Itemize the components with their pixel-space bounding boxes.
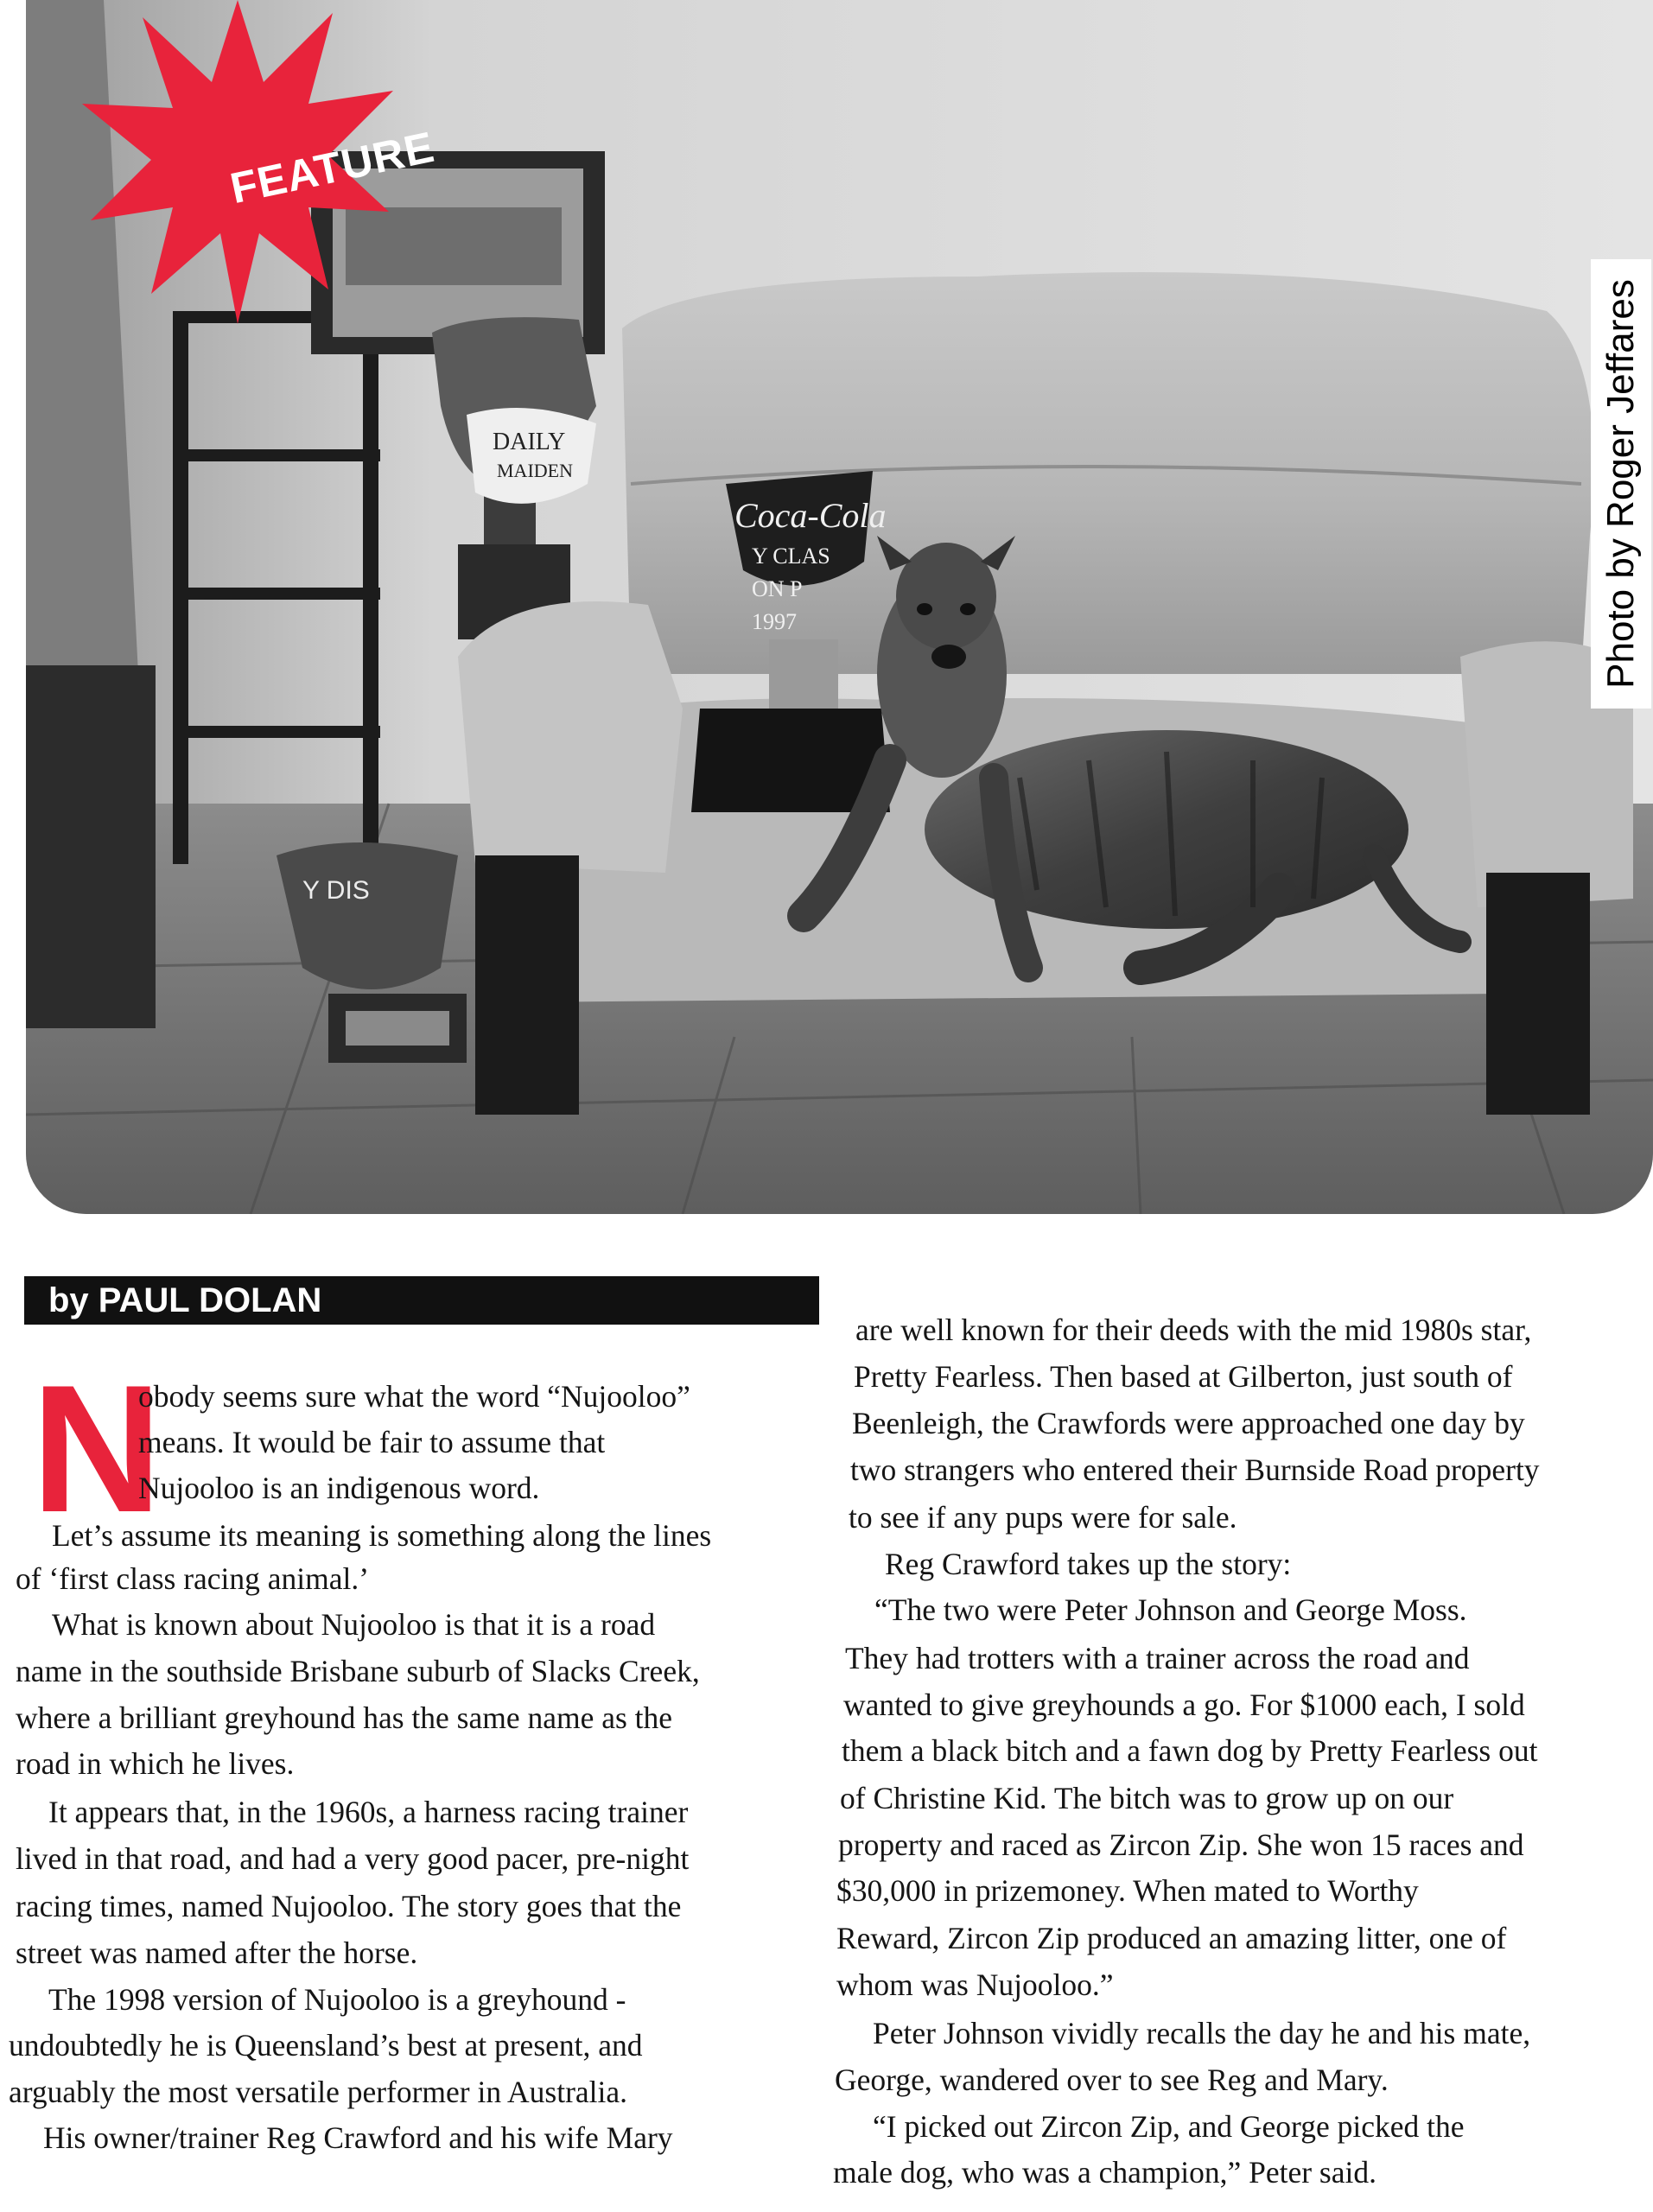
photo-credit [1591,259,1651,709]
text-line: Reward, Zircon Zip produced an amazing litter, one of [836,1921,1507,1955]
text-line: two strangers who entered their Burnside Road property [850,1452,1540,1487]
text-line: Beenleigh, the Crawfords were approached one day by [852,1406,1525,1440]
text-line: street was named after the horse. [16,1936,418,1970]
trophy-pennant-text: DAILY [493,429,566,455]
text-line: where a brilliant greyhound has the same name as the [16,1700,673,1735]
text-line: Let’s assume its meaning is something along the lines [52,1518,712,1553]
trophy-pennant-text-2: MAIDEN [497,460,573,481]
text-line: are well known for their deeds with the mid 1980s star, [855,1313,1532,1347]
feature-badge [82,0,439,324]
text-line: His owner/trainer Reg Crawford and his wife Mary [43,2120,673,2155]
text-line: name in the southside Brisbane suburb of Slacks Creek, [16,1654,700,1688]
text-line: It appears that, in the 1960s, a harness racing trainer [48,1795,689,1829]
byline: by PAUL DOLAN [24,1276,819,1325]
trophy-cola-text-3: ON P [752,576,803,601]
text-line: road in which he lives. [16,1746,295,1781]
text-line: $30,000 in prizemoney. When mated to Worthy [836,1873,1419,1908]
text-line: of ‘first class racing animal.’ [16,1561,370,1596]
text-line: them a black bitch and a fawn dog by Pretty Fearless out [842,1733,1538,1768]
text-line: of Christine Kid. The bitch was to grow up on our [840,1781,1454,1815]
drop-cap: N [31,1347,162,1550]
feature-label: FEATURE [226,122,439,213]
text-line: They had trotters with a trainer across the road and [845,1641,1470,1675]
text-line: The 1998 version of Nujooloo is a greyhound - [48,1982,626,2017]
text-line: arguably the most versatile performer in Australia. [9,2075,628,2109]
text-line: Reg Crawford takes up the story: [885,1547,1292,1581]
text-line: to see if any pups were for sale. [849,1500,1237,1535]
trophy-cola-text: Coca-Cola [734,496,887,535]
text-line: What is known about Nujooloo is that it is a road [52,1607,656,1642]
trophy-cola-year: 1997 [752,609,797,634]
text-line: “The two were Peter Johnson and George Moss. [874,1592,1467,1627]
text-line: George, wandered over to see Reg and Mary. [835,2063,1389,2097]
text-line: Pretty Fearless. Then based at Gilberton, just south of [854,1359,1513,1394]
text-line: male dog, who was a champion,” Peter said. [833,2155,1376,2190]
text-line: property and raced as Zircon Zip. She won 15 races and [838,1827,1524,1862]
text-line: wanted to give greyhounds a go. For $1000 each, I sold [843,1688,1525,1722]
text-line: Nujooloo is an indigenous word. [138,1471,540,1505]
text-line: racing times, named Nujooloo. The story goes that the [16,1889,682,1923]
text-line: Peter Johnson vividly recalls the day he and his mate, [873,2016,1531,2050]
photo-credit-text: Photo by Roger Jeffares [1599,279,1642,689]
text-line: lived in that road, and had a very good pacer, pre-night [16,1841,690,1876]
trophy-cola-text-2: Y CLAS [752,543,830,569]
text-line: obody seems sure what the word “Nujooloo” [138,1379,690,1414]
text-line: means. It would be fair to assume that [138,1425,606,1459]
text-line: undoubtedly he is Queensland’s best at present, and [9,2028,643,2063]
cup-text: Y DIS [302,876,370,905]
text-line: “I picked out Zircon Zip, and George picked the [873,2109,1465,2144]
text-line: whom was Nujooloo.” [836,1967,1114,2002]
